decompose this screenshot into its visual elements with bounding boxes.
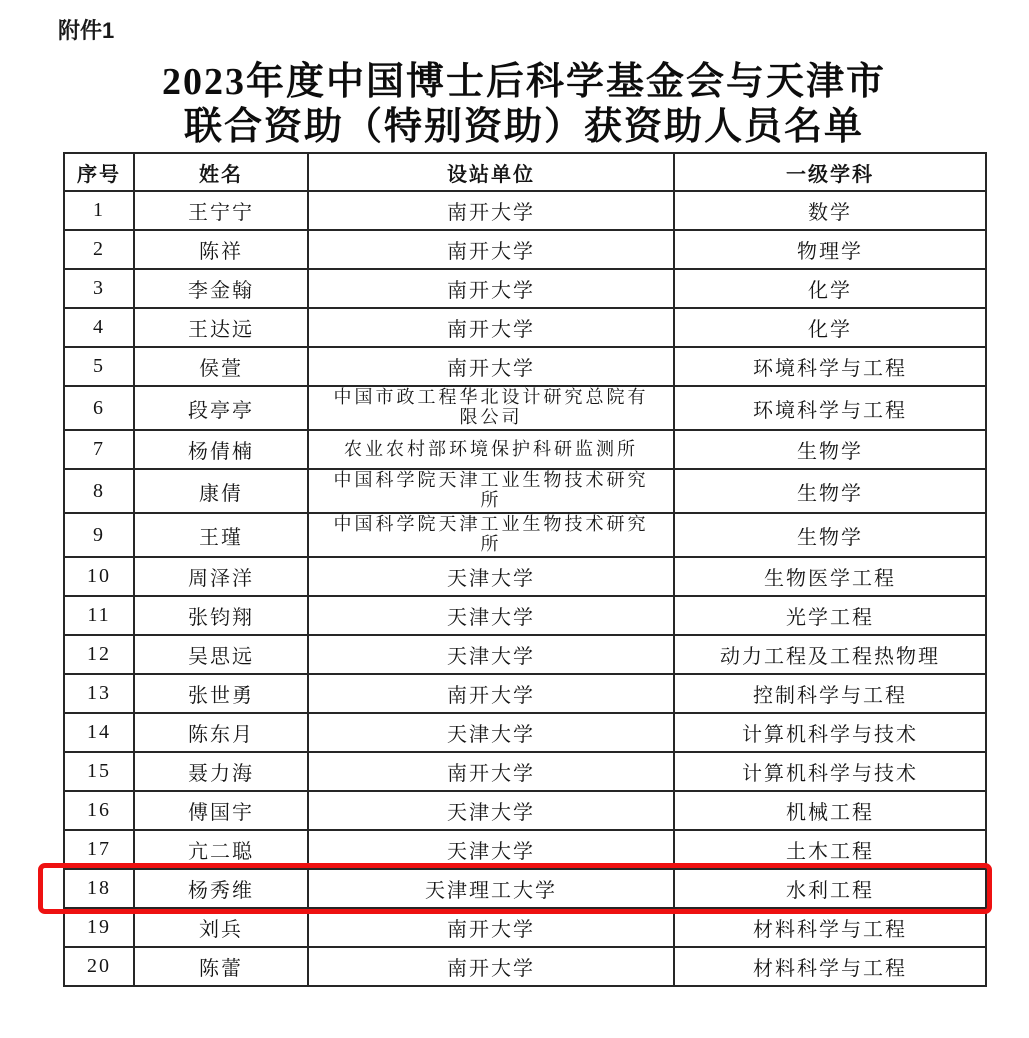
cell-discipline bbox=[674, 830, 986, 869]
cell-text: 王达远 bbox=[188, 319, 254, 341]
cell-name bbox=[134, 947, 308, 986]
cell-name bbox=[134, 791, 308, 830]
cell-text: 11 bbox=[87, 604, 111, 626]
cell-name bbox=[134, 830, 308, 869]
cell-text: 傅国宇 bbox=[188, 802, 254, 824]
cell-discipline bbox=[674, 869, 986, 908]
cell-discipline bbox=[674, 557, 986, 596]
cell-discipline bbox=[674, 791, 986, 830]
cell-discipline bbox=[674, 430, 986, 469]
cell-text: 刘兵 bbox=[199, 919, 243, 941]
cell-serial-no bbox=[64, 557, 134, 596]
cell-name bbox=[134, 269, 308, 308]
header-name: 姓名 bbox=[134, 153, 308, 191]
table-header-row bbox=[64, 153, 986, 191]
cell-unit bbox=[308, 469, 674, 513]
cell-text: 7 bbox=[93, 438, 105, 460]
table-row bbox=[64, 557, 986, 596]
cell-text: 康倩 bbox=[199, 482, 243, 505]
cell-text: 19 bbox=[87, 916, 111, 938]
cell-name bbox=[134, 752, 308, 791]
cell-text: 天津大学 bbox=[447, 607, 535, 629]
table-row bbox=[64, 596, 986, 635]
cell-text: 天津大学 bbox=[447, 841, 535, 863]
table-row bbox=[64, 635, 986, 674]
cell-serial-no bbox=[64, 752, 134, 791]
cell-text: 计算机科学与技术 bbox=[742, 724, 918, 746]
cell-serial-no bbox=[64, 947, 134, 986]
table-row bbox=[64, 347, 986, 386]
cell-text: 9 bbox=[93, 523, 105, 546]
cell-text: 13 bbox=[87, 682, 111, 704]
cell-text: 光学工程 bbox=[786, 607, 874, 629]
cell-discipline bbox=[674, 386, 986, 430]
cell-text: 南开大学 bbox=[447, 280, 535, 302]
cell-name bbox=[134, 347, 308, 386]
table-row bbox=[64, 430, 986, 469]
cell-text: 中国科学院天津工业生物技术研究所 bbox=[333, 470, 649, 510]
cell-text: 15 bbox=[87, 760, 111, 782]
cell-text: 南开大学 bbox=[447, 241, 535, 263]
cell-name bbox=[134, 191, 308, 230]
cell-text: 农业农村部环境保护科研监测所 bbox=[344, 439, 638, 459]
cell-text: 化学 bbox=[808, 280, 852, 302]
table-row bbox=[64, 713, 986, 752]
cell-name bbox=[134, 674, 308, 713]
cell-serial-no bbox=[64, 674, 134, 713]
cell-serial-no bbox=[64, 513, 134, 557]
table-row bbox=[64, 752, 986, 791]
cell-unit bbox=[308, 752, 674, 791]
cell-text: 材料科学与工程 bbox=[753, 958, 907, 980]
cell-unit bbox=[308, 308, 674, 347]
cell-text: 环境科学与工程 bbox=[753, 358, 907, 380]
cell-discipline bbox=[674, 308, 986, 347]
cell-name bbox=[134, 596, 308, 635]
cell-name bbox=[134, 513, 308, 557]
cell-text: 南开大学 bbox=[447, 958, 535, 980]
cell-serial-no bbox=[64, 469, 134, 513]
cell-text: 12 bbox=[87, 643, 111, 665]
cell-text: 16 bbox=[87, 799, 111, 821]
table-row bbox=[64, 947, 986, 986]
cell-text: 天津大学 bbox=[447, 724, 535, 746]
cell-discipline bbox=[674, 469, 986, 513]
cell-text: 陈蕾 bbox=[199, 958, 243, 980]
cell-text: 材料科学与工程 bbox=[753, 919, 907, 941]
cell-text: 14 bbox=[87, 721, 111, 743]
cell-name bbox=[134, 230, 308, 269]
header-serial-no: 序号 bbox=[64, 153, 134, 191]
cell-text: 18 bbox=[87, 877, 111, 899]
table-row bbox=[64, 830, 986, 869]
cell-serial-no bbox=[64, 308, 134, 347]
cell-unit bbox=[308, 269, 674, 308]
cell-name bbox=[134, 557, 308, 596]
cell-serial-no bbox=[64, 269, 134, 308]
cell-text: 周泽洋 bbox=[188, 568, 254, 590]
cell-discipline bbox=[674, 347, 986, 386]
cell-text: 天津大学 bbox=[447, 802, 535, 824]
cell-serial-no bbox=[64, 869, 134, 908]
cell-serial-no bbox=[64, 596, 134, 635]
cell-text: 1 bbox=[93, 199, 105, 221]
cell-text: 5 bbox=[93, 355, 105, 377]
cell-unit bbox=[308, 713, 674, 752]
cell-unit bbox=[308, 191, 674, 230]
cell-serial-no bbox=[64, 347, 134, 386]
cell-text: 张钧翔 bbox=[188, 607, 254, 629]
cell-text: 李金翰 bbox=[188, 280, 254, 302]
cell-name bbox=[134, 869, 308, 908]
table-row bbox=[64, 230, 986, 269]
cell-discipline bbox=[674, 635, 986, 674]
cell-text: 天津理工大学 bbox=[425, 880, 557, 902]
cell-serial-no bbox=[64, 791, 134, 830]
cell-text: 张世勇 bbox=[188, 685, 254, 707]
cell-text: 侯萱 bbox=[199, 358, 243, 380]
table-row bbox=[64, 386, 986, 430]
table-row bbox=[64, 791, 986, 830]
cell-text: 南开大学 bbox=[447, 319, 535, 341]
cell-text: 机械工程 bbox=[786, 802, 874, 824]
cell-discipline bbox=[674, 269, 986, 308]
cell-text: 吴思远 bbox=[188, 646, 254, 668]
attachment-label: 附件1 bbox=[58, 18, 115, 43]
cell-serial-no bbox=[64, 830, 134, 869]
cell-discipline bbox=[674, 752, 986, 791]
cell-name bbox=[134, 430, 308, 469]
cell-text: 生物学 bbox=[797, 526, 863, 549]
table-row bbox=[64, 908, 986, 947]
cell-unit bbox=[308, 908, 674, 947]
cell-unit bbox=[308, 791, 674, 830]
cell-text: 生物学 bbox=[797, 482, 863, 505]
cell-text: 段亭亭 bbox=[188, 399, 254, 422]
cell-text: 环境科学与工程 bbox=[753, 399, 907, 422]
cell-serial-no bbox=[64, 191, 134, 230]
cell-discipline bbox=[674, 513, 986, 557]
cell-unit bbox=[308, 830, 674, 869]
header-unit: 设站单位 bbox=[308, 153, 674, 191]
cell-name bbox=[134, 908, 308, 947]
cell-unit bbox=[308, 386, 674, 430]
cell-name bbox=[134, 386, 308, 430]
table-row bbox=[64, 269, 986, 308]
cell-serial-no bbox=[64, 430, 134, 469]
cell-unit bbox=[308, 557, 674, 596]
cell-text: 南开大学 bbox=[447, 202, 535, 224]
table-row bbox=[64, 308, 986, 347]
table-row bbox=[64, 469, 986, 513]
cell-text: 4 bbox=[93, 316, 105, 338]
cell-serial-no bbox=[64, 713, 134, 752]
cell-text: 南开大学 bbox=[447, 685, 535, 707]
cell-text: 亢二聪 bbox=[188, 841, 254, 863]
cell-unit bbox=[308, 674, 674, 713]
cell-serial-no bbox=[64, 635, 134, 674]
cell-text: 17 bbox=[87, 838, 111, 860]
document-title-line2: 联合资助（特别资助）获资助人员名单 bbox=[183, 106, 864, 148]
cell-text: 化学 bbox=[808, 319, 852, 341]
cell-text: 数学 bbox=[808, 202, 852, 224]
cell-discipline bbox=[674, 596, 986, 635]
cell-serial-no bbox=[64, 230, 134, 269]
cell-text: 中国科学院天津工业生物技术研究所 bbox=[333, 514, 649, 554]
cell-text: 10 bbox=[87, 565, 111, 587]
cell-unit bbox=[308, 230, 674, 269]
cell-text: 20 bbox=[87, 955, 111, 977]
cell-text: 陈东月 bbox=[188, 724, 254, 746]
document-title-line1: 2023年度中国博士后科学基金会与天津市 bbox=[161, 61, 886, 103]
table-body bbox=[64, 191, 986, 986]
cell-text: 南开大学 bbox=[447, 358, 535, 380]
cell-text: 王瑾 bbox=[199, 526, 243, 549]
cell-unit bbox=[308, 635, 674, 674]
cell-unit bbox=[308, 947, 674, 986]
cell-unit bbox=[308, 430, 674, 469]
cell-text: 中国市政工程华北设计研究总院有限公司 bbox=[333, 387, 649, 427]
document-title bbox=[63, 60, 985, 150]
cell-text: 水利工程 bbox=[786, 880, 874, 902]
cell-text: 物理学 bbox=[797, 241, 863, 263]
cell-text: 聂力海 bbox=[188, 763, 254, 785]
header-discipline: 一级学科 bbox=[674, 153, 986, 191]
cell-text: 计算机科学与技术 bbox=[742, 763, 918, 785]
cell-text: 杨倩楠 bbox=[188, 441, 254, 463]
cell-unit bbox=[308, 513, 674, 557]
cell-text: 6 bbox=[93, 396, 105, 419]
cell-name bbox=[134, 635, 308, 674]
cell-unit bbox=[308, 869, 674, 908]
cell-text: 生物学 bbox=[797, 441, 863, 463]
cell-text: 动力工程及工程热物理 bbox=[720, 646, 940, 668]
table-row bbox=[64, 191, 986, 230]
cell-text: 王宁宁 bbox=[188, 202, 254, 224]
funded-personnel-table bbox=[63, 152, 987, 987]
cell-discipline bbox=[674, 230, 986, 269]
cell-discipline bbox=[674, 947, 986, 986]
cell-text: 8 bbox=[93, 479, 105, 502]
cell-serial-no bbox=[64, 908, 134, 947]
cell-text: 3 bbox=[93, 277, 105, 299]
cell-name bbox=[134, 713, 308, 752]
cell-serial-no bbox=[64, 386, 134, 430]
table-row bbox=[64, 674, 986, 713]
cell-text: 控制科学与工程 bbox=[753, 685, 907, 707]
cell-text: 南开大学 bbox=[447, 919, 535, 941]
cell-text: 2 bbox=[93, 238, 105, 260]
cell-discipline bbox=[674, 674, 986, 713]
table-row bbox=[64, 513, 986, 557]
cell-text: 土木工程 bbox=[786, 841, 874, 863]
cell-text: 南开大学 bbox=[447, 763, 535, 785]
cell-text: 杨秀维 bbox=[188, 880, 254, 902]
cell-name bbox=[134, 469, 308, 513]
cell-unit bbox=[308, 347, 674, 386]
cell-discipline bbox=[674, 908, 986, 947]
cell-name bbox=[134, 308, 308, 347]
cell-text: 陈祥 bbox=[199, 241, 243, 263]
cell-text: 天津大学 bbox=[447, 568, 535, 590]
cell-discipline bbox=[674, 713, 986, 752]
cell-text: 生物医学工程 bbox=[764, 568, 896, 590]
cell-unit bbox=[308, 596, 674, 635]
cell-text: 天津大学 bbox=[447, 646, 535, 668]
cell-discipline bbox=[674, 191, 986, 230]
table-row bbox=[64, 869, 986, 908]
